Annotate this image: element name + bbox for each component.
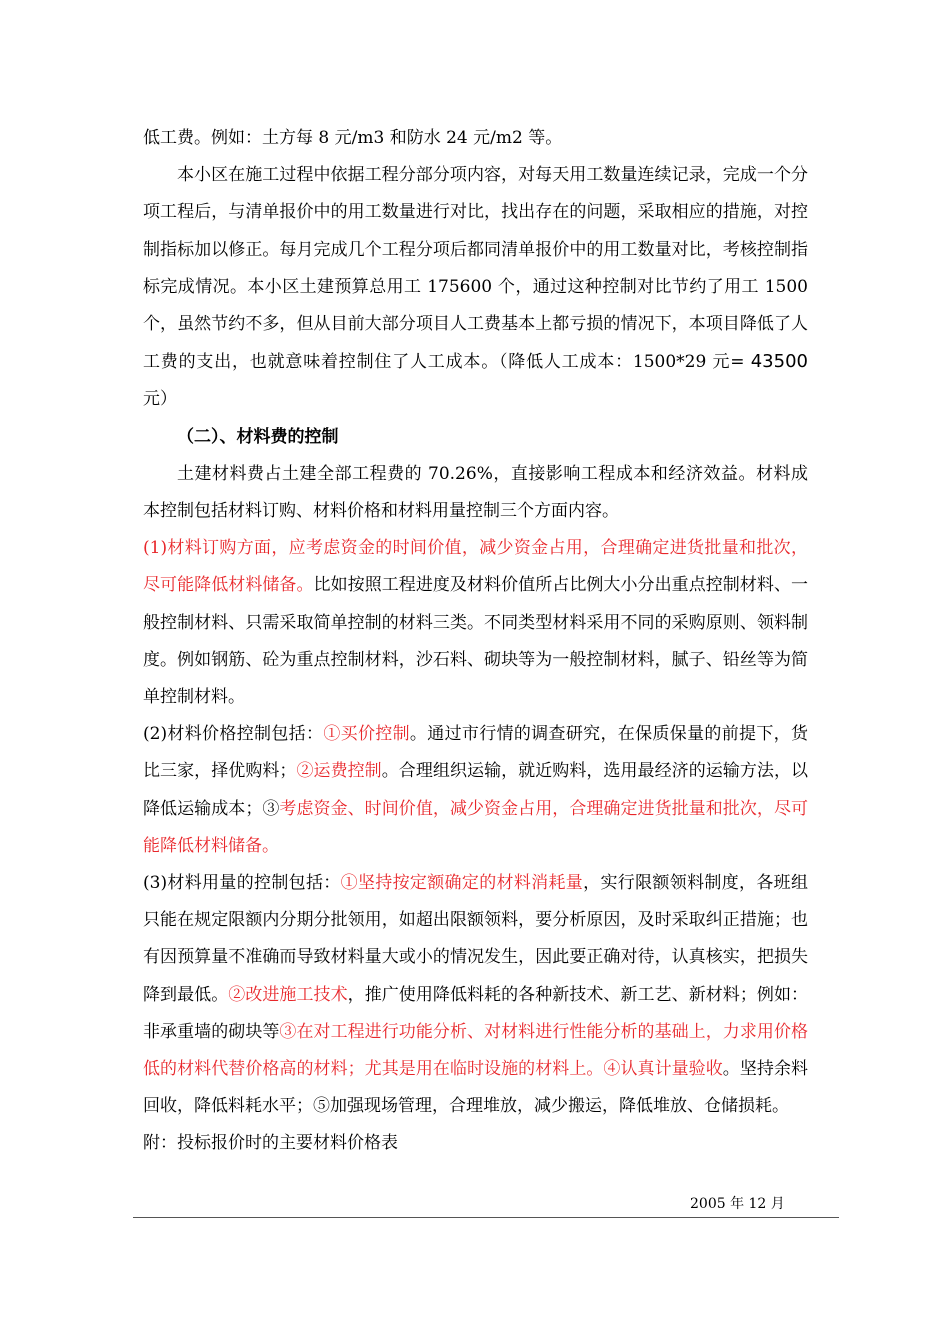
labor-savings-amount: 43500 (750, 351, 808, 373)
paragraph-labor-control: 本小区在施工过程中依据工程分部分项内容，对每天用工数量连续记录，完成一个分项工程后，与清单报价中的用工数量进行对比，找出存在的问题，采取相应的措施，对控制指标加以修正。每月完成几个工程分项后都同清单报价中的用工数量对比，考核控制指标完成情况。本小区土建预算总用工 175600 个，通过这种控制对比节约了用工 1500 个，虽然节约不多，但从目前大部分项目人工费基本上都亏损的情况下，本项目降低了人工费的支出，也就意味着控制住了人工成本。（降低人工成本：1500*29 元= 43500 元） (143, 165, 808, 410)
section-heading: （二）、材料费的控制 (177, 426, 339, 447)
footer-divider (133, 1217, 839, 1218)
footer-date: 2005 年 12 月 (690, 1196, 785, 1212)
paragraph-material-price: (2)材料价格控制包括：①买价控制。通过市行情的调查研究，在保质保量的前提下，货比三家，择优购料；②运费控制。合理组织运输，就近购料，选用最经济的运输方法，以降低运输成本；③考虑资金、时间价值，减少资金占用，合理确定进货批量和批次，尽可能降低材料储备。 (143, 724, 809, 856)
document-body (143, 120, 808, 1163)
paragraph-material-cost: 土建材料费占土建全部工程费的 70.26%，直接影响工程成本和经济效益。材料成本控制包括材料订购、材料价格和材料用量控制三个方面内容。 (143, 463, 808, 522)
paragraph-material-ordering: (1)材料订购方面，应考虑资金的时间价值，减少资金占用，合理确定进货批量和批次，尽可能降低材料储备。比如按照工程进度及材料价值所占比例大小分出重点控制材料、一般控制材料、只需采取简单控制的材料三类。不同类型材料采用不同的采购原则、领料制度。例如钢筋、砼为重点控制材料，沙石料、砌块等为一般控制材料，腻子、铅丝等为简单控制材料。 (143, 538, 809, 708)
paragraph-appendix: 附：投标报价时的主要材料价格表 (143, 1133, 398, 1154)
paragraph-continuation: 低工费。例如：土方每 8 元/m3 和防水 24 元/m2 等。 (143, 128, 563, 148)
paragraph-material-usage: (3)材料用量的控制包括：①坚持按定额确定的材料消耗量，实行限额领料制度，各班组只能在规定限额内分期分批领用，如超出限额领料，要分析原因，及时采取纠正措施；也有因预算量不准确而导致材料量大或小的情况发生，因此要正确对待，认真核实，把损失降到最低。②改进施工技术，推广使用降低料耗的各种新技术、新工艺、新材料；例如：非承重墙的砌块等③在对工程进行功能分析、对材料进行性能分析的基础上，力求用价格低的材料代替价格高的材料；尤其是用在临时设施的材料上。④认真计量验收。坚持余料回收，降低料耗水平；⑤加强现场管理，合理堆放，减少搬运，降低堆放、仓储损耗。 (143, 873, 809, 1117)
